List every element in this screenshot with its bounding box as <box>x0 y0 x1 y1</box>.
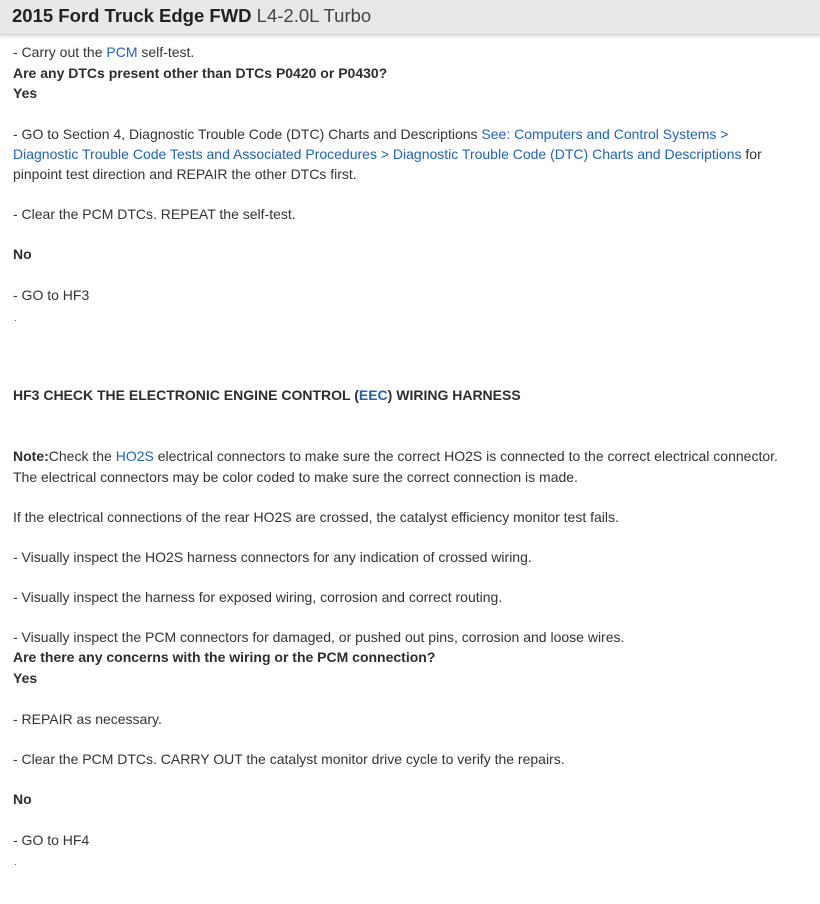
note-text: Check the <box>48 448 116 464</box>
note-text: electrical connectors to make sure the correct HO2S is connected to the correct electrical connector. <box>153 448 778 464</box>
step-inspect-ho2s-connectors: - Visually inspect the HO2S harness connectors for any indication of crossed wiring. <box>13 549 532 565</box>
page-header <box>0 0 820 35</box>
step-text: for <box>741 146 762 162</box>
ho2s-link[interactable]: HO2S <box>115 448 154 464</box>
step-goto-section-4 <box>13 124 728 144</box>
answer-yes-label: Yes <box>13 85 38 101</box>
question-wiring-concerns: Are there any concerns with the wiring or the PCM connection? <box>13 649 436 665</box>
engine-spec: L4-2.0L Turbo <box>256 5 372 26</box>
question-other-dtcs: Are any DTCs present other than DTCs P0420 or P0430? <box>13 65 388 81</box>
vehicle-name: 2015 Ford Truck Edge FWD <box>12 5 252 26</box>
step-inspect-harness: - Visually inspect the harness for exposed wiring, corrosion and correct routing. <box>13 589 503 605</box>
answer-no-label: No <box>13 246 32 262</box>
step-clear-dtcs-drive-cycle: - Clear the PCM DTCs. CARRY OUT the catalyst monitor drive cycle to verify the repairs. <box>13 751 565 767</box>
step-goto-hf4: - GO to HF4 <box>13 832 90 848</box>
eec-link[interactable]: EEC <box>358 387 388 403</box>
vehicle-title <box>12 5 371 27</box>
crossed-connections-paragraph: If the electrical connections of the rear HO2S are crossed, the catalyst efficiency monitor test fails. <box>13 509 619 525</box>
pcm-link[interactable]: PCM <box>106 44 138 60</box>
note-label: Note: <box>13 448 49 464</box>
heading-text: ) WIRING HARNESS <box>387 387 521 403</box>
note-line-2: The electrical connectors may be color coded to make sure the correct connection is made. <box>13 469 578 485</box>
step-text: - Carry out the <box>13 44 107 60</box>
step-clear-dtcs-repeat: - Clear the PCM DTCs. REPEAT the self-test. <box>13 206 296 222</box>
step-goto-section-4-line3: pinpoint test direction and REPAIR the other DTCs first. <box>13 166 357 182</box>
dtc-charts-link-cont[interactable]: Diagnostic Trouble Code Tests and Associated Procedures > Diagnostic Trouble Code (DTC) Charts and Descriptions <box>13 146 742 162</box>
step-goto-section-4-line2 <box>13 144 762 164</box>
step-goto-hf3: - GO to HF3 <box>13 287 90 303</box>
heading-text: HF3 CHECK THE ELECTRONIC ENGINE CONTROL ( <box>13 387 359 403</box>
step-text: self-test. <box>137 44 195 60</box>
answer-yes-label-2: Yes <box>13 670 38 686</box>
answer-no-label-2: No <box>13 791 32 807</box>
note-line-1 <box>13 446 778 466</box>
dtc-charts-link[interactable]: See: Computers and Control Systems > <box>481 126 729 142</box>
step-text: - GO to Section 4, Diagnostic Trouble Code (DTC) Charts and Descriptions <box>13 126 482 142</box>
step-inspect-pcm-connectors: - Visually inspect the PCM connectors for damaged, or pushed out pins, corrosion and loose wires. <box>13 629 625 645</box>
step-pcm-self-test <box>13 42 194 62</box>
end-mark-2: . <box>14 857 17 868</box>
hf3-heading <box>13 385 521 405</box>
end-mark: . <box>14 313 17 324</box>
step-repair: - REPAIR as necessary. <box>13 711 162 727</box>
